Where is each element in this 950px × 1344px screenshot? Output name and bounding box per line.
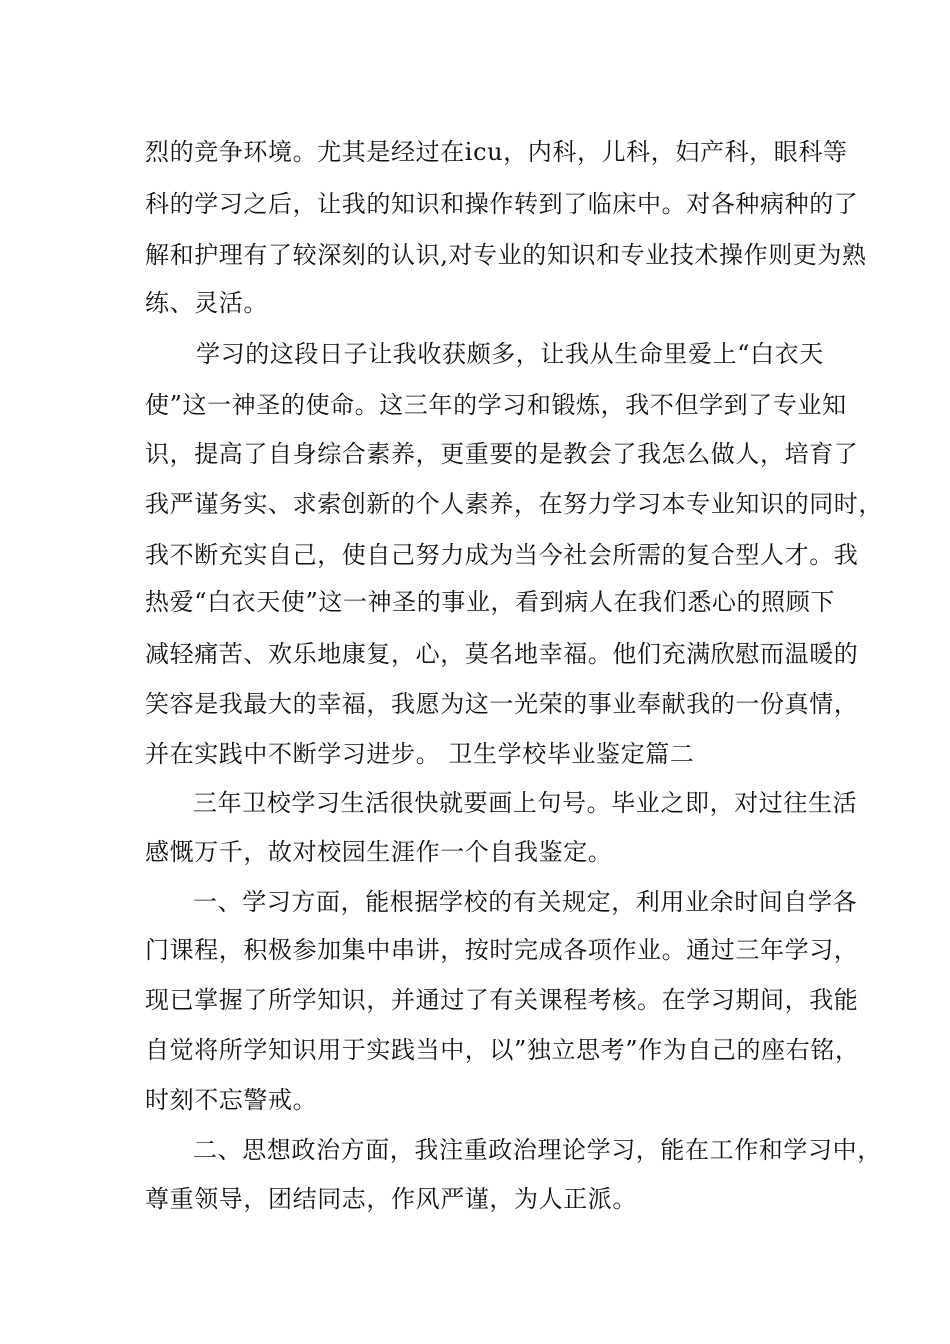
text-line: 现已掌握了所学知识，并通过了有关课程考核。在学习期间，我能 — [145, 986, 859, 1014]
text-line: 时刻不忘警戒。 — [145, 1086, 318, 1114]
text-line: 并在实践中不断学习进步。 卫生学校毕业鉴定篇二 — [145, 740, 695, 768]
paragraph-first-line: 学习的这段日子让我收获颇多，让我从生命里爱上“白衣天 — [196, 340, 824, 368]
text-line: 感慨万千，故对校园生涯作一个自我鉴定。 — [145, 838, 613, 866]
text-line: 使”这一神圣的使命。这三年的学习和锻炼，我不但学到了专业知 — [145, 391, 847, 419]
text-line: 解和护理有了较深刻的认识,对专业的知识和专业技术操作则更为熟 — [145, 241, 867, 269]
text-line: 笑容是我最大的幸福，我愿为这一光荣的事业奉献我的一份真情， — [145, 690, 859, 718]
text-line: 练、灵活。 — [145, 289, 268, 317]
text-line: 门课程，积极参加集中串讲，按时完成各项作业。通过三年学习， — [145, 936, 859, 964]
text-line: 减轻痛苦、欢乐地康复，心，莫名地幸福。他们充满欣慰而温暖的 — [145, 640, 859, 668]
text-line: 识，提高了自身综合素养，更重要的是教会了我怎么做人，培育了 — [145, 440, 859, 468]
text-line: 自觉将所学知识用于实践当中，以”独立思考”作为自己的座右铭， — [145, 1036, 860, 1064]
paragraph-first-line: 三年卫校学习生活很快就要画上句号。毕业之即，对过往生活 — [193, 789, 858, 817]
text-line: 我不断充实自己，使自己努力成为当今社会所需的复合型人才。我 — [145, 541, 859, 569]
paragraph-first-line: 二、思想政治方面，我注重政治理论学习，能在工作和学习中， — [193, 1136, 882, 1164]
paragraph-first-line: 一、学习方面，能根据学校的有关规定，利用业余时间自学各 — [193, 888, 858, 916]
text-line: 我严谨务实、求索创新的个人素养，在努力学习本专业知识的同时， — [145, 490, 883, 518]
text-line: 科的学习之后，让我的知识和操作转到了临床中。对各种病种的了 — [145, 190, 859, 218]
text-line: 尊重领导，团结同志，作风严谨，为人正派。 — [145, 1185, 637, 1213]
text-line: 热爱“白衣天使”这一神圣的事业，看到病人在我们悉心的照顾下 — [145, 588, 835, 616]
text-line: 烈的竞争环境。尤其是经过在icu，内科，儿科，妇产科，眼科等 — [145, 138, 848, 166]
